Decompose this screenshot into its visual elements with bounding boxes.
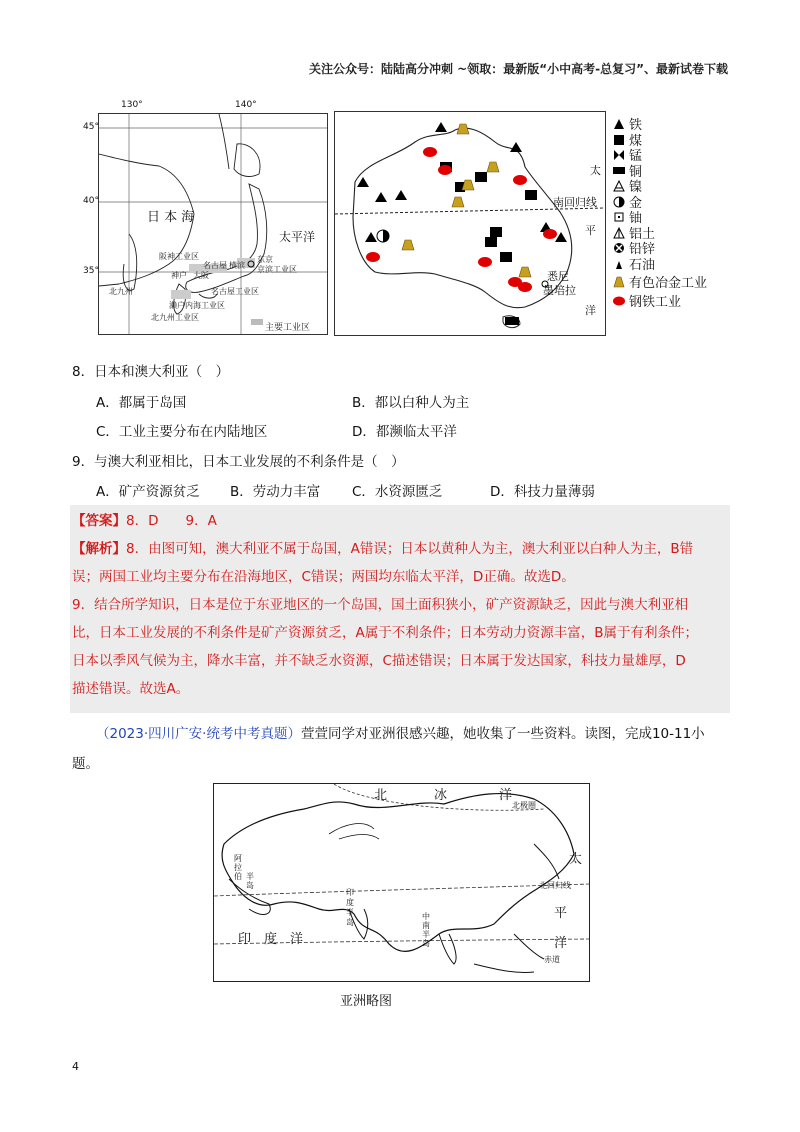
lat-35: 35° [83,266,99,276]
page-number: 4 [72,1060,79,1073]
rect-filled-icon [612,164,626,177]
q8-option-b: B．都以白种人为主 [352,395,470,411]
city-nagoya: 名古屋 [203,261,227,270]
legend-label: 金 [629,195,643,211]
triangle-small-icon [612,257,626,270]
india-char-1: 印 [346,888,354,897]
analysis-line-1 [72,535,732,563]
equator-label: 赤道 [544,955,560,964]
lon-140: 140° [235,100,257,110]
indochina-char-3: 半 [422,930,430,939]
q9-option-a: A．矿产资源贫乏 [96,484,200,500]
city-tokyo: 东京 [257,255,273,264]
legend-label: 锰 [629,149,643,165]
q9-stem: 9．与澳大利亚相比，日本工业发展的不利条件是（ ） [72,454,405,470]
bell-icon [612,275,626,288]
region-setouchi: 濑户内海工业区 [169,301,225,310]
arctic-circle-label: 北极圈 [512,801,536,810]
city-osaka: 大阪 [193,271,209,280]
india-char-2: 度 [346,898,354,907]
asia-map [213,783,590,982]
legend-steel [612,293,722,309]
circle-half-icon [612,195,626,208]
analysis-line-5: 日本以季风气候为主，降水丰富，并不缺乏水资源，C描述错误；日本属于发达国家，科技力量雄厚，D [72,653,686,669]
answer-line [72,507,217,535]
region-keihin: 京滨工业区 [257,265,297,274]
india-char-3: 半 [346,908,354,917]
legend-label: 铅锌 [629,242,656,258]
q8-option-d: D．都濒临太平洋 [352,424,457,440]
legend-label: 有色冶金工业 [629,276,708,292]
arabia-char-3: 伯 [234,872,242,881]
arabia-label: 阿 拉 伯 半 岛 [234,854,254,890]
lat-40: 40° [83,196,99,206]
circle-cross-icon [612,241,626,254]
triangle-lined-icon [612,226,626,239]
indochina-char-2: 南 [422,921,430,930]
legend-label: 铀 [629,211,643,227]
legend-oil [612,256,722,272]
analysis-text-1: 8．由图可知，澳大利亚不属于岛国，A错误；日本以黄种人为主，澳大利亚以白种人为主，B错 [126,541,694,557]
canberra-label: 墨培拉 [543,284,576,297]
legend-label: 铝土 [629,226,656,242]
city-kitakyushu: 北九州 [109,287,133,296]
q8-option-a: A．都属于岛国 [96,395,187,411]
pacific-char-c: 洋 [554,936,568,951]
intro-line-2: 题。 [72,756,99,772]
arctic-char-2: 冰 [434,788,448,803]
city-kobe: 神户 [171,271,187,280]
q9-option-d: D．科技力量薄弱 [490,484,595,500]
analysis-line-3: 9．结合所学知识，日本是位于东亚地区的一个岛国，国土面积狭小，矿产资源缺乏，因此与澳大利亚相 [72,597,689,613]
pacific-char-3: 洋 [585,304,596,317]
japan-legend: 主要工业区 [265,323,311,333]
triangle-filled-icon [612,117,626,130]
analysis-line-6: 描述错误。故选A。 [72,681,190,697]
region-kitakyushu: 北九州工业区 [151,313,199,322]
pacific-char-1: 太 [590,164,601,177]
city-yokohama: 横滨 [229,261,245,270]
intro-text-1: 萱萱同学对亚洲很感兴趣，她收集了一些资料。读图，完成10-11小 [300,726,705,742]
sydney-label: 悉尼 [547,270,569,283]
legend-label: 钢铁工业 [629,294,682,310]
page-header: 关注公众号：陆陆高分冲刺 ~领取：最新版“小中高考-总复习”、最新试卷下载 [309,62,728,76]
arabia-char-2: 拉 [234,863,242,872]
asia-map-caption: 亚洲略图 [340,994,393,1009]
japan-map [83,100,328,335]
arabia-char-1: 阿 [234,854,242,863]
square-filled-icon [612,133,626,146]
analysis-line-2: 误；两国工业均主要分布在沿海地区，C错误；两国均东临太平洋，D正确。故选D。 [72,569,575,585]
australia-map [334,111,606,336]
indochina-char-4: 岛 [422,939,430,948]
q8-option-c: C．工业主要分布在内陆地区 [96,424,268,440]
indochina-label [422,912,432,948]
india-label [346,888,356,928]
indian-ocean-label: 印 度 洋 [238,932,304,947]
intro-source: （2023·四川广安·统考中考真题） [96,726,301,742]
mineral-legend [612,116,722,308]
tropic-label-asia: 北回归线 [539,881,571,890]
region-nagoya: 名古屋工业区 [211,287,259,296]
pacific-char-a: 太 [569,852,583,867]
asia-map-drawing [214,784,589,981]
legend-label: 石油 [629,257,656,273]
indochina-char-1: 中 [422,912,430,921]
analysis-line-4: 比，日本工业发展的不利条件是矿产资源贫乏，A属于不利条件；日本劳动力资源丰富，B属于有利条件； [72,625,698,641]
answer-tag: 【答案】 [72,513,126,529]
india-char-4: 岛 [346,918,354,927]
arctic-char-1: 北 [374,788,388,803]
pacific-label: 太平洋 [279,230,316,244]
tropic-label: 南回归线 [553,196,597,209]
australia-map-drawing [335,112,605,335]
legend-label: 铁 [629,118,643,134]
q9-option-c: C．水资源匮乏 [352,484,443,500]
region-hanshin: 阪神工业区 [159,252,199,261]
analysis-tag: 【解析】 [72,541,126,557]
q9-option-b: B．劳动力丰富 [230,484,321,500]
triangle-half-icon [612,179,626,192]
legend-label: 镍 [629,180,643,196]
bowtie-icon [612,148,626,161]
answer-text: 8．D 9．A [126,513,217,529]
q8-stem: 8．日本和澳大利亚（ ） [72,364,230,380]
pacific-char-b: 平 [554,906,568,921]
arctic-char-3: 洋 [499,788,513,803]
legend-label: 铜 [629,164,643,180]
analysis-block [72,535,732,703]
red-oval-icon [612,294,626,307]
legend-label: 煤 [629,133,643,149]
square-dot-icon [612,210,626,223]
intro-line-1 [96,722,705,742]
legend-metallurgy [612,274,722,290]
sea-of-japan-label: 日 本 海 [147,210,195,225]
lon-130: 130° [121,100,143,110]
lat-45: 45° [83,122,99,132]
pacific-char-2: 平 [585,224,596,237]
